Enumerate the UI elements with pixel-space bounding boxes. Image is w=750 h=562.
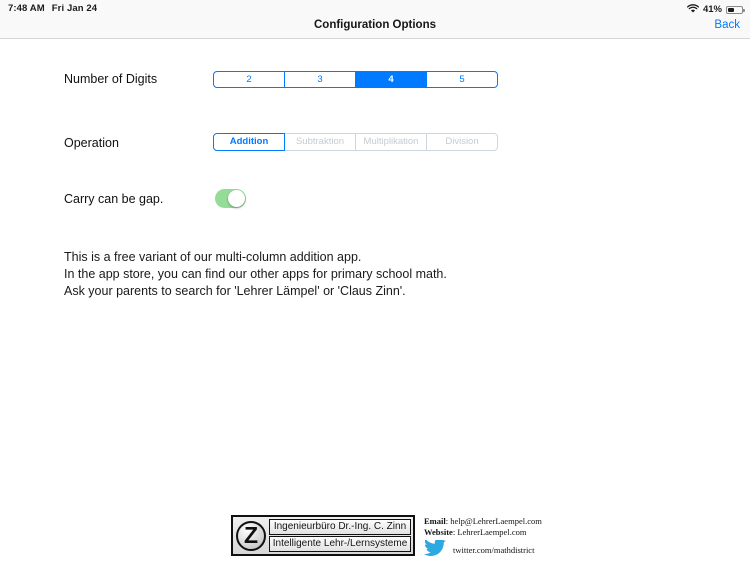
carry-toggle[interactable] (215, 189, 246, 208)
toggle-knob (228, 190, 245, 207)
email-value: help@LehrerLaempel.com (450, 516, 542, 526)
battery-icon (726, 6, 743, 14)
twitter-bird-icon (424, 540, 446, 561)
operation-segment-multiplikation: Multiplikation (355, 133, 427, 151)
company-name: Ingenieurbüro Dr.-Ing. C. Zinn (269, 519, 411, 535)
operation-segmented-control[interactable] (213, 133, 498, 151)
company-logo (231, 515, 415, 556)
email-label: Email (424, 516, 446, 526)
digits-segment-2[interactable]: 2 (214, 72, 285, 87)
digits-label: Number of Digits (64, 72, 158, 86)
contact-email: Email: help@LehrerLaempel.com (424, 516, 542, 526)
status-time: 7:48 AM (8, 3, 45, 14)
contact-twitter (424, 540, 542, 561)
digits-segment-3[interactable]: 3 (285, 72, 356, 87)
navigation-bar (0, 16, 750, 39)
website-label: Website (424, 526, 453, 537)
operation-segment-subtraktion: Subtraktion (284, 133, 356, 151)
contact-website: Website: LehrerLaempel.com (424, 526, 527, 537)
company-tagline: Intelligente Lehr-/Lernsysteme (269, 536, 411, 552)
website-value: LehrerLaempel.com (457, 526, 527, 537)
status-date: Fri Jan 24 (51, 3, 98, 14)
page-title: Configuration Options (313, 19, 436, 31)
description-line: In the app store, you can find our other apps for primary school math. (64, 267, 447, 281)
digits-segmented-control[interactable] (213, 71, 498, 88)
digits-segment-5[interactable]: 5 (459, 74, 465, 85)
logo-z-icon: Z (236, 521, 266, 551)
status-bar (0, 0, 750, 16)
battery-percent: 41% (702, 4, 722, 15)
description-line: This is a free variant of our multi-column addition app. (64, 250, 362, 264)
operation-segment-division: Division (426, 133, 498, 151)
wifi-icon (687, 4, 699, 16)
twitter-handle: twitter.com/mathdistrict (453, 545, 535, 555)
contact-block (424, 516, 542, 561)
back-button[interactable]: Back (714, 19, 740, 31)
operation-segment-addition[interactable]: Addition (213, 133, 285, 151)
status-right (687, 3, 743, 16)
description-line: Ask your parents to search for 'Lehrer Lämpel' or 'Claus Zinn'. (64, 284, 406, 298)
description-text (64, 249, 447, 300)
status-left (8, 3, 104, 14)
digits-segment-4[interactable]: 4 (356, 72, 427, 87)
top-bar (0, 0, 750, 39)
operation-label: Operation (64, 136, 119, 150)
logo-text-lines (269, 519, 411, 552)
carry-label: Carry can be gap. (64, 192, 164, 206)
